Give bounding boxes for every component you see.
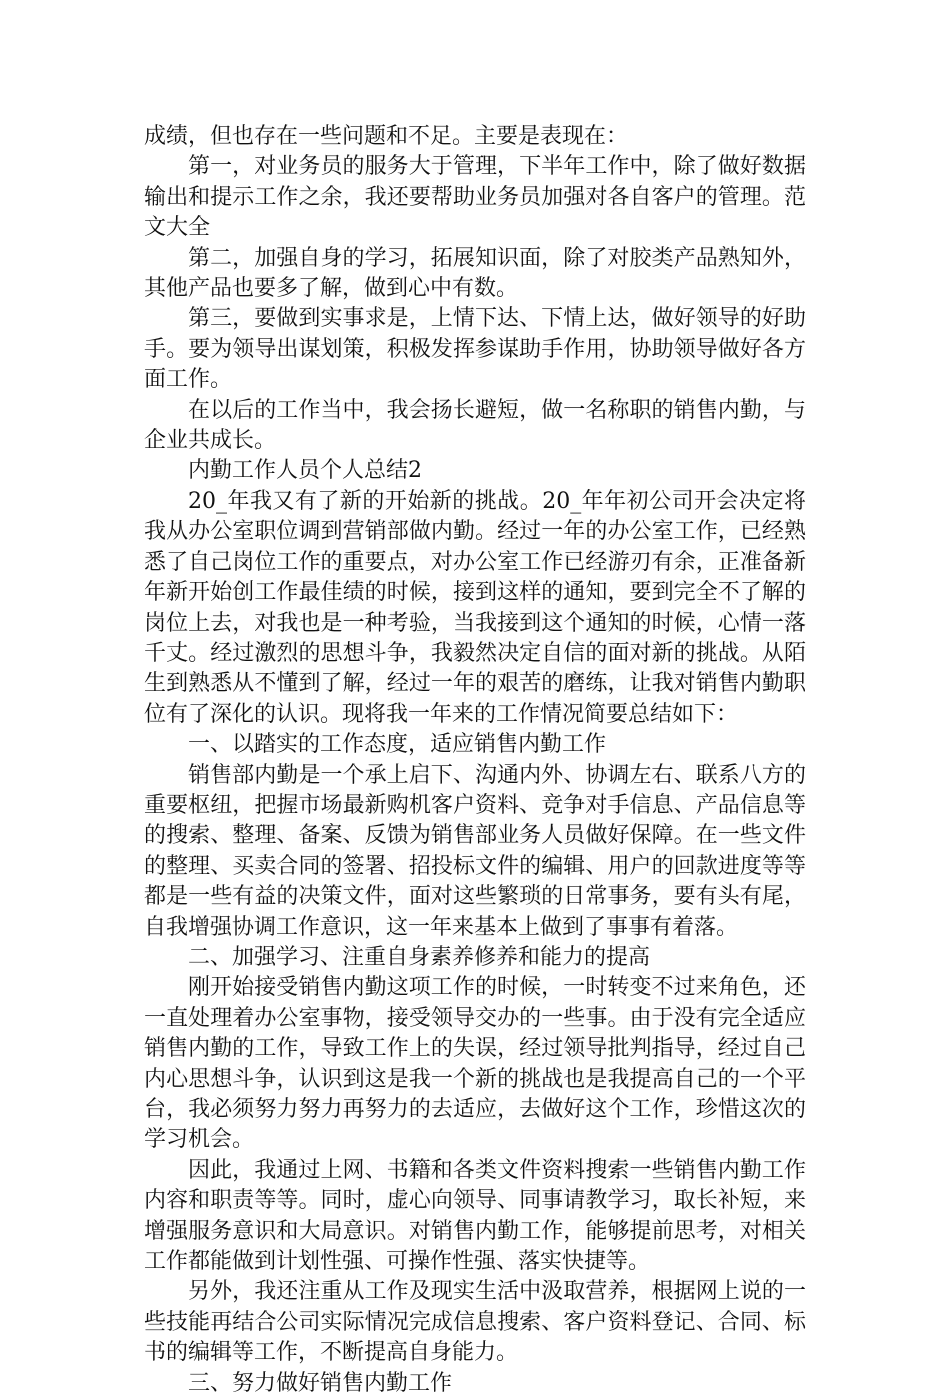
paragraph-1: 成绩，但也存在一些问题和不足。主要是表现在： <box>144 124 629 149</box>
paragraph-7: 20_年我又有了新的开始新的挑战。20_年年初公司开会决定将我从办公室职位调到营销部做内勤。经过一年的办公室工作，已经熟悉了自己岗位工作的重要点，对办公室工作已经游刃有余，正准备新年新开始创工作最佳绩的时候，接到这样的通知，要到完全不了解的岗位上去，对我也是一种考验，当我接到这个通知的时候，心情一落千丈。经过激烈的思想斗争，我毅然决定自信的面对新的挑战。从陌生到熟悉从不懂到了解，经过一年的艰苦的磨练，让我对销售内勤职位有了深化的认识。现将我一年来的工作情况简要总结如下： <box>144 488 806 727</box>
paragraph-12: 因此，我通过上网、书籍和各类文件资料搜索一些销售内勤工作内容和职责等等。同时，虚心向领导、同事请教学习，取长补短，来增强服务意识和大局意识。对销售内勤工作，能够提前思考，对相关工作都能做到计划性强、可操作性强、落实快捷等。 <box>144 1157 806 1275</box>
subheading-2: 二、加强学习、注重自身素养修养和能力的提高 <box>188 944 651 970</box>
paragraph-11: 刚开始接受销售内勤这项工作的时候，一时转变不过来角色，还一直处理着办公室事物，接受领导交办的一些事。由于没有完全适应销售内勤的工作，导致工作上的失误，经过领导批判指导，经过自己内心思想斗争，认识到这是我一个新的挑战也是我提高自己的一个平台，我必须努力努力再努力的去适应，去做好这个工作，珍惜这次的学习机会。 <box>144 975 806 1153</box>
document-body <box>144 122 806 1399</box>
paragraph-13: 另外，我还注重从工作及现实生活中汲取营养，根据网上说的一些技能再结合公司实际情况完成信息搜索、客户资料登记、合同、标书的编辑等工作，不断提高自身能力。 <box>144 1279 806 1366</box>
section-heading-summary-2: 内勤工作人员个人总结2 <box>188 458 422 484</box>
subheading-3: 三、努力做好销售内勤工作 <box>188 1370 453 1396</box>
paragraph-5: 在以后的工作当中，我会扬长避短，做一名称职的销售内勤，与企业共成长。 <box>144 397 806 454</box>
paragraph-9: 销售部内勤是一个承上启下、沟通内外、协调左右、联系八方的重要枢纽，把握市场最新购机客户资料、竞争对手信息、产品信息等的搜索、整理、备案、反馈为销售部业务人员做好保障。在一些文件的整理、买卖合同的签署、招投标文件的编辑、用户的回款进度等等都是一些有益的决策文件，面对这些繁琐的日常事务，要有头有尾，自我增强协调工作意识，这一年来基本上做到了事事有着落。 <box>144 762 806 940</box>
paragraph-2: 第一，对业务员的服务大于管理，下半年工作中，除了做好数据输出和提示工作之余，我还要帮助业务员加强对各自客户的管理。范文大全 <box>144 154 806 241</box>
subheading-1: 一、以踏实的工作态度，适应销售内勤工作 <box>188 732 607 758</box>
paragraph-4: 第三，要做到实事求是，上情下达、下情上达，做好领导的好助手。要为领导出谋划策，积极发挥参谋助手作用，协助领导做好各方面工作。 <box>144 306 806 393</box>
paragraph-3: 第二，加强自身的学习，拓展知识面，除了对胶类产品熟知外，其他产品也要多了解，做到心中有数。 <box>144 245 806 302</box>
